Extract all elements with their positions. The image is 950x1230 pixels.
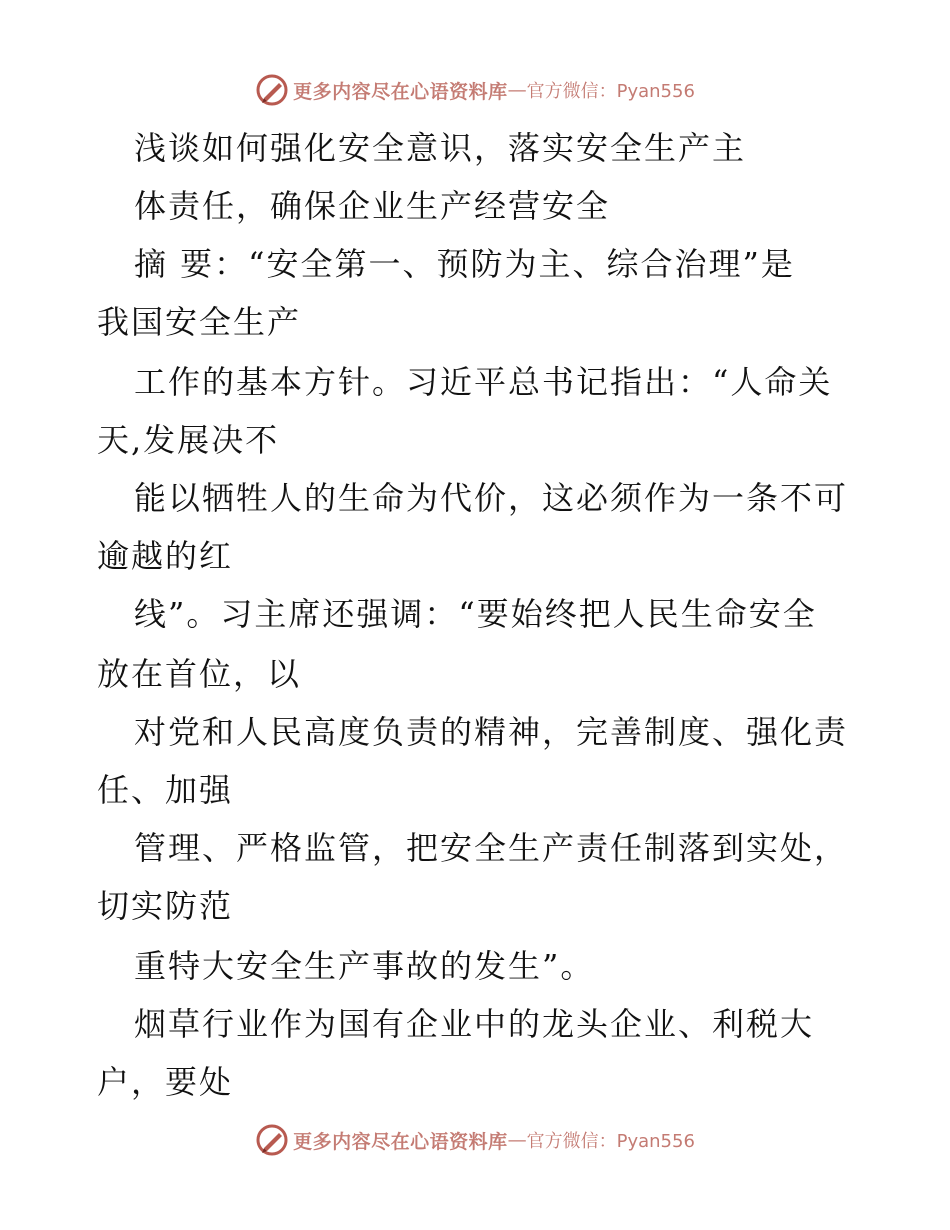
watermark-contact: 官方微信：Pyan556 bbox=[526, 81, 695, 102]
text-line: 天,发展决不 bbox=[97, 421, 280, 459]
text-line: 切实防范 bbox=[97, 887, 234, 925]
text-line: 对党和人民高度负责的精神，完善制度、强化责 bbox=[134, 713, 849, 751]
text-line: 户，要处 bbox=[97, 1063, 234, 1101]
text-line: 摘 要：“安全第一、预防为主、综合治理”是 bbox=[134, 245, 795, 283]
text-line: 重特大安全生产事故的发生”。 bbox=[134, 947, 595, 985]
title-line-2: 体责任，确保企业生产经营安全 bbox=[134, 187, 611, 225]
watermark-text: 更多内容尽在心语资料库 bbox=[293, 80, 508, 103]
text-line: 逾越的红 bbox=[97, 537, 234, 575]
pen-logo-icon bbox=[255, 73, 289, 107]
watermark-separator: — bbox=[507, 79, 527, 101]
text-line: 任、加强 bbox=[97, 771, 234, 809]
title-line-1: 浅谈如何强化安全意识，落实安全生产主 bbox=[134, 129, 747, 167]
header-watermark bbox=[0, 70, 950, 110]
watermark-text: 更多内容尽在心语资料库 bbox=[293, 1130, 508, 1153]
text-line: 放在首位，以 bbox=[97, 655, 302, 693]
watermark-contact: 官方微信：Pyan556 bbox=[526, 1131, 695, 1152]
text-line: 能以牺牲人的生命为代价，这必须作为一条不可 bbox=[134, 479, 849, 517]
text-line: 我国安全生产 bbox=[97, 303, 302, 341]
footer-watermark bbox=[0, 1120, 950, 1160]
text-line: 线”。习主席还强调：“要始终把人民生命安全 bbox=[134, 595, 817, 633]
text-line: 工作的基本方针。习近平总书记指出：“人命关 bbox=[134, 363, 833, 401]
text-line: 管理、严格监管，把安全生产责任制落到实处， bbox=[134, 829, 849, 867]
watermark-separator: — bbox=[507, 1129, 527, 1151]
pen-logo-icon bbox=[255, 1123, 289, 1157]
text-line: 烟草行业作为国有企业中的龙头企业、利税大 bbox=[134, 1005, 815, 1043]
